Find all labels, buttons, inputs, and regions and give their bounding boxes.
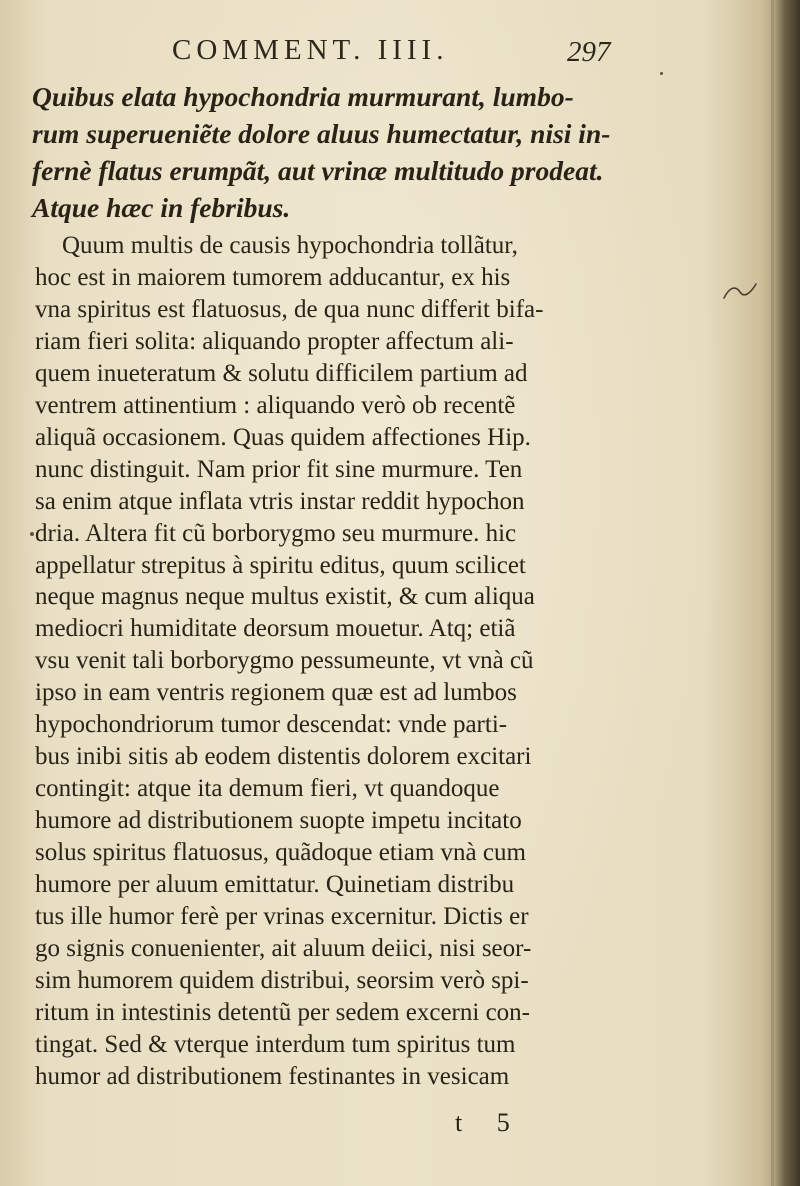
commentary-line: ipso in eam ventris regionem quæ est ad lumbos	[35, 679, 517, 707]
aphorism-line: rum superueniẽte dolore aluus humectatur, nisi in-	[32, 118, 611, 149]
commentary-line: solus spiritus flatuosus, quãdoque etiam vnà cum	[35, 839, 526, 867]
marginal-annotation-mark	[722, 280, 758, 302]
commentary-line: ritum in intestinis detentũ per sedem excerni con-	[35, 998, 530, 1026]
aphorism-line: Atque hæc in febribus.	[32, 192, 291, 223]
commentary-line: vsu venit tali borborygmo pessumeunte, vt vnà cũ	[35, 647, 534, 675]
commentary-line: go signis conuenienter, ait aluum deiici, nisi seor-	[35, 934, 532, 962]
commentary-line: quem inueteratum & solutu difficilem partium ad	[35, 359, 528, 387]
commentary-line: humore ad distributionem suopte impetu incitato	[35, 807, 522, 835]
ink-speck	[30, 532, 34, 536]
commentary-line: Quum multis de causis hypochondria tollãtur,	[62, 232, 518, 259]
commentary-line: vna spiritus est flatuosus, de qua nunc differit bifa-	[35, 295, 544, 323]
commentary-text	[35, 230, 625, 1093]
commentary-line: riam fieri solita: aliquando propter affectum ali-	[35, 327, 514, 355]
commentary-line: sim humorem quidem distribui, seorsim verò spi-	[35, 966, 529, 994]
commentary-line: hypochondriorum tumor descendat: vnde parti-	[35, 711, 508, 739]
ink-speck	[660, 72, 663, 75]
aphorism-text	[32, 78, 632, 226]
commentary-line: ventrem attinentium : aliquando verò ob recentẽ	[35, 391, 516, 419]
running-head: COMMENT. IIII.	[172, 34, 449, 66]
commentary-line: tus ille humor ferè per vrinas excernitur. Dictis er	[35, 903, 529, 931]
page-number: 297	[567, 36, 611, 68]
binding-gutter	[774, 0, 800, 1186]
aphorism-line: fernè flatus erumpãt, aut vrinæ multitudo prodeat.	[32, 155, 604, 186]
page-header	[0, 34, 800, 74]
commentary-line: mediocri humiditate deorsum mouetur. Atq; etiã	[35, 615, 516, 643]
commentary-line: aliquã occasionem. Quas quidem affectiones Hip.	[35, 423, 531, 451]
commentary-line: nunc distinguit. Nam prior fit sine murmure. Ten	[35, 455, 523, 483]
aphorism-line: Quibus elata hypochondria murmurant, lumbo-	[32, 81, 574, 112]
commentary-line: neque magnus neque multus existit, & cum aliqua	[35, 583, 535, 611]
commentary-line: contingit: atque ita demum fieri, vt quandoque	[35, 775, 500, 803]
commentary-line: humor ad distributionem festinantes in vesicam	[35, 1062, 510, 1090]
signature-mark: t 5	[455, 1108, 524, 1137]
commentary-line: tingat. Sed & vterque interdum tum spiritus tum	[35, 1030, 516, 1058]
commentary-line: humore per aluum emittatur. Quinetiam distribu	[35, 871, 515, 899]
commentary-line: dria. Altera fit cũ borborygmo seu murmure. hic	[35, 519, 517, 547]
commentary-line: hoc est in maiorem tumorem adducantur, ex his	[35, 263, 511, 291]
commentary-line: bus inibi sitis ab eodem distentis dolorem excitari	[35, 743, 532, 771]
commentary-line: sa enim atque inflata vtris instar reddit hypochon	[35, 487, 525, 515]
commentary-line: appellatur strepitus à spiritu editus, quum scilicet	[35, 551, 526, 579]
